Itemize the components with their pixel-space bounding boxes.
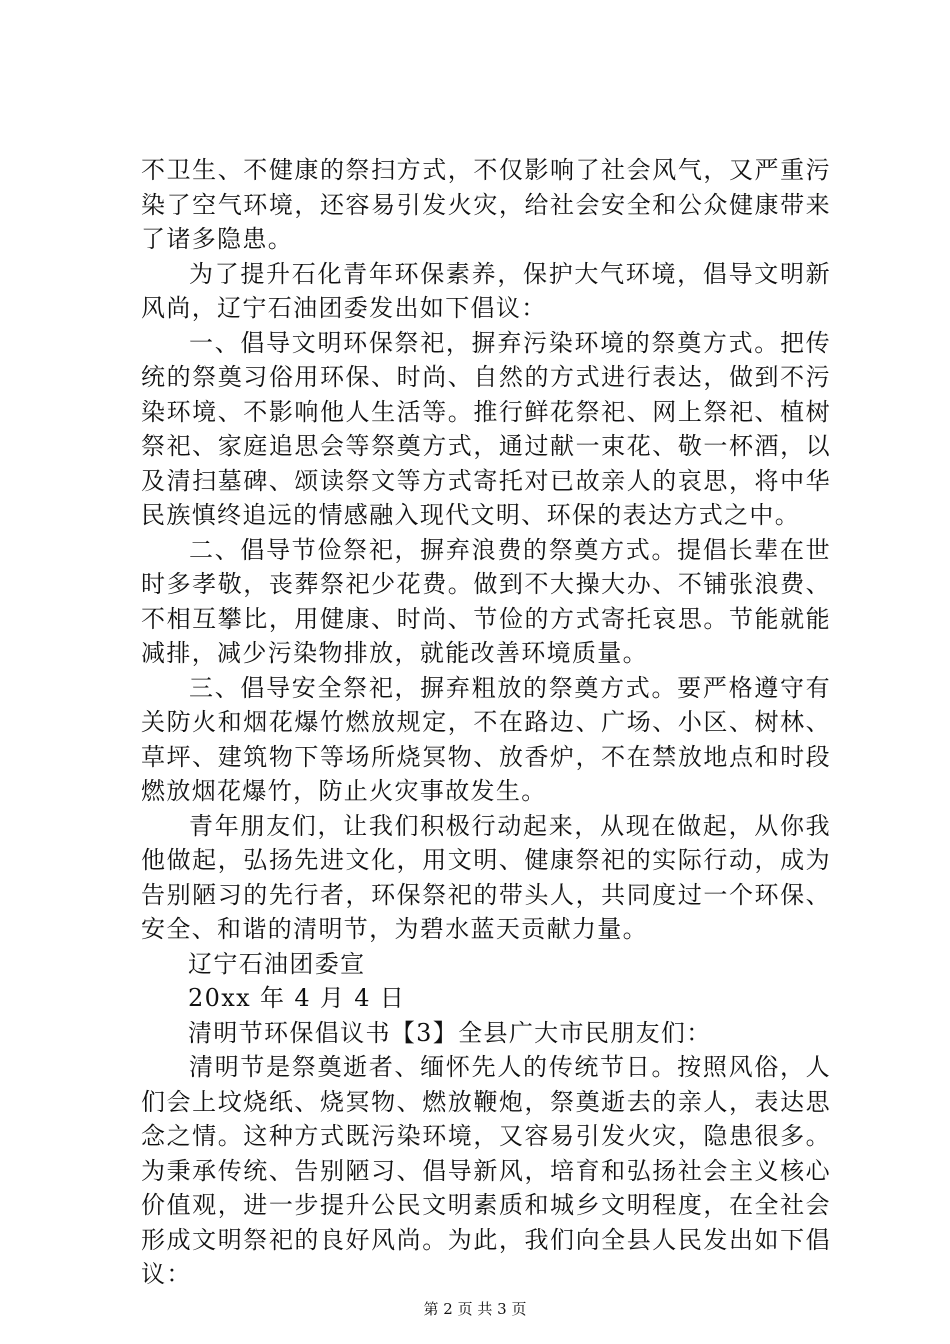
signature-organization: 辽宁石油团委宣 xyxy=(188,949,366,978)
paragraph-call-to-action: 青年朋友们，让我们积极行动起来，从现在做起，从你我他做起，弘扬先进文化，用文明、健康祭祀的实际行动，成为告别陋习的先行者，环保祭祀的带头人，共同度过一个环保、安全、和谐的清明节，为碧水蓝天贡献力量。 xyxy=(141,811,831,943)
document-body xyxy=(141,153,831,1292)
signature-date: 20xx 年 4 月 4 日 xyxy=(188,984,406,1012)
paragraph-item-two: 二、倡导节俭祭祀，摒弃浪费的祭奠方式。提倡长辈在世时多孝敬，丧葬祭祀少花费。做到不大操大办、不铺张浪费、不相互攀比，用健康、时尚、节俭的方式寄托哀思。节能就能减排，减少污染物排放，就能改善环境质量。 xyxy=(141,535,831,667)
paragraph-continuation: 不卫生、不健康的祭扫方式，不仅影响了社会风气，又严重污染了空气环境，还容易引发火灾，给社会安全和公众健康带来了诸多隐患。 xyxy=(141,156,831,253)
paragraph-intro: 为了提升石化青年环保素养，保护大气环境，倡导文明新风尚，辽宁石油团委发出如下倡议： xyxy=(141,259,831,322)
page-number-footer: 第 2 页 共 3 页 xyxy=(423,1300,527,1318)
section-heading: 清明节环保倡议书【3】全县广大市民朋友们： xyxy=(188,1018,712,1047)
paragraph-item-three: 三、倡导安全祭祀，摒弃粗放的祭奠方式。要严格遵守有关防火和烟花爆竹燃放规定，不在路边、广场、小区、树林、草坪、建筑物下等场所烧冥物、放香炉，不在禁放地点和时段燃放烟花爆竹，防止火灾事故发生。 xyxy=(141,673,831,805)
paragraph-closing: 清明节是祭奠逝者、缅怀先人的传统节日。按照风俗，人们会上坟烧纸、烧冥物、燃放鞭炮，祭奠逝去的亲人，表达思念之情。这种方式既污染环境，又容易引发火灾，隐患很多。为秉承传统、告别陋习、倡导新风，培育和弘扬社会主义核心价值观，进一步提升公民文明素质和城乡文明程度，在全社会形成文明祭祀的良好风尚。为此，我们向全县人民发出如下倡议： xyxy=(141,1053,831,1288)
paragraph-item-one: 一、倡导文明环保祭祀，摒弃污染环境的祭奠方式。把传统的祭奠习俗用环保、时尚、自然的方式进行表达，做到不污染环境、不影响他人生活等。推行鲜花祭祀、网上祭祀、植树祭祀、家庭追思会等祭奠方式，通过献一束花、敬一杯酒，以及清扫墓碑、颂读祭文等方式寄托对已故亲人的哀思，将中华民族慎终追远的情感融入现代文明、环保的表达方式之中。 xyxy=(141,328,831,529)
